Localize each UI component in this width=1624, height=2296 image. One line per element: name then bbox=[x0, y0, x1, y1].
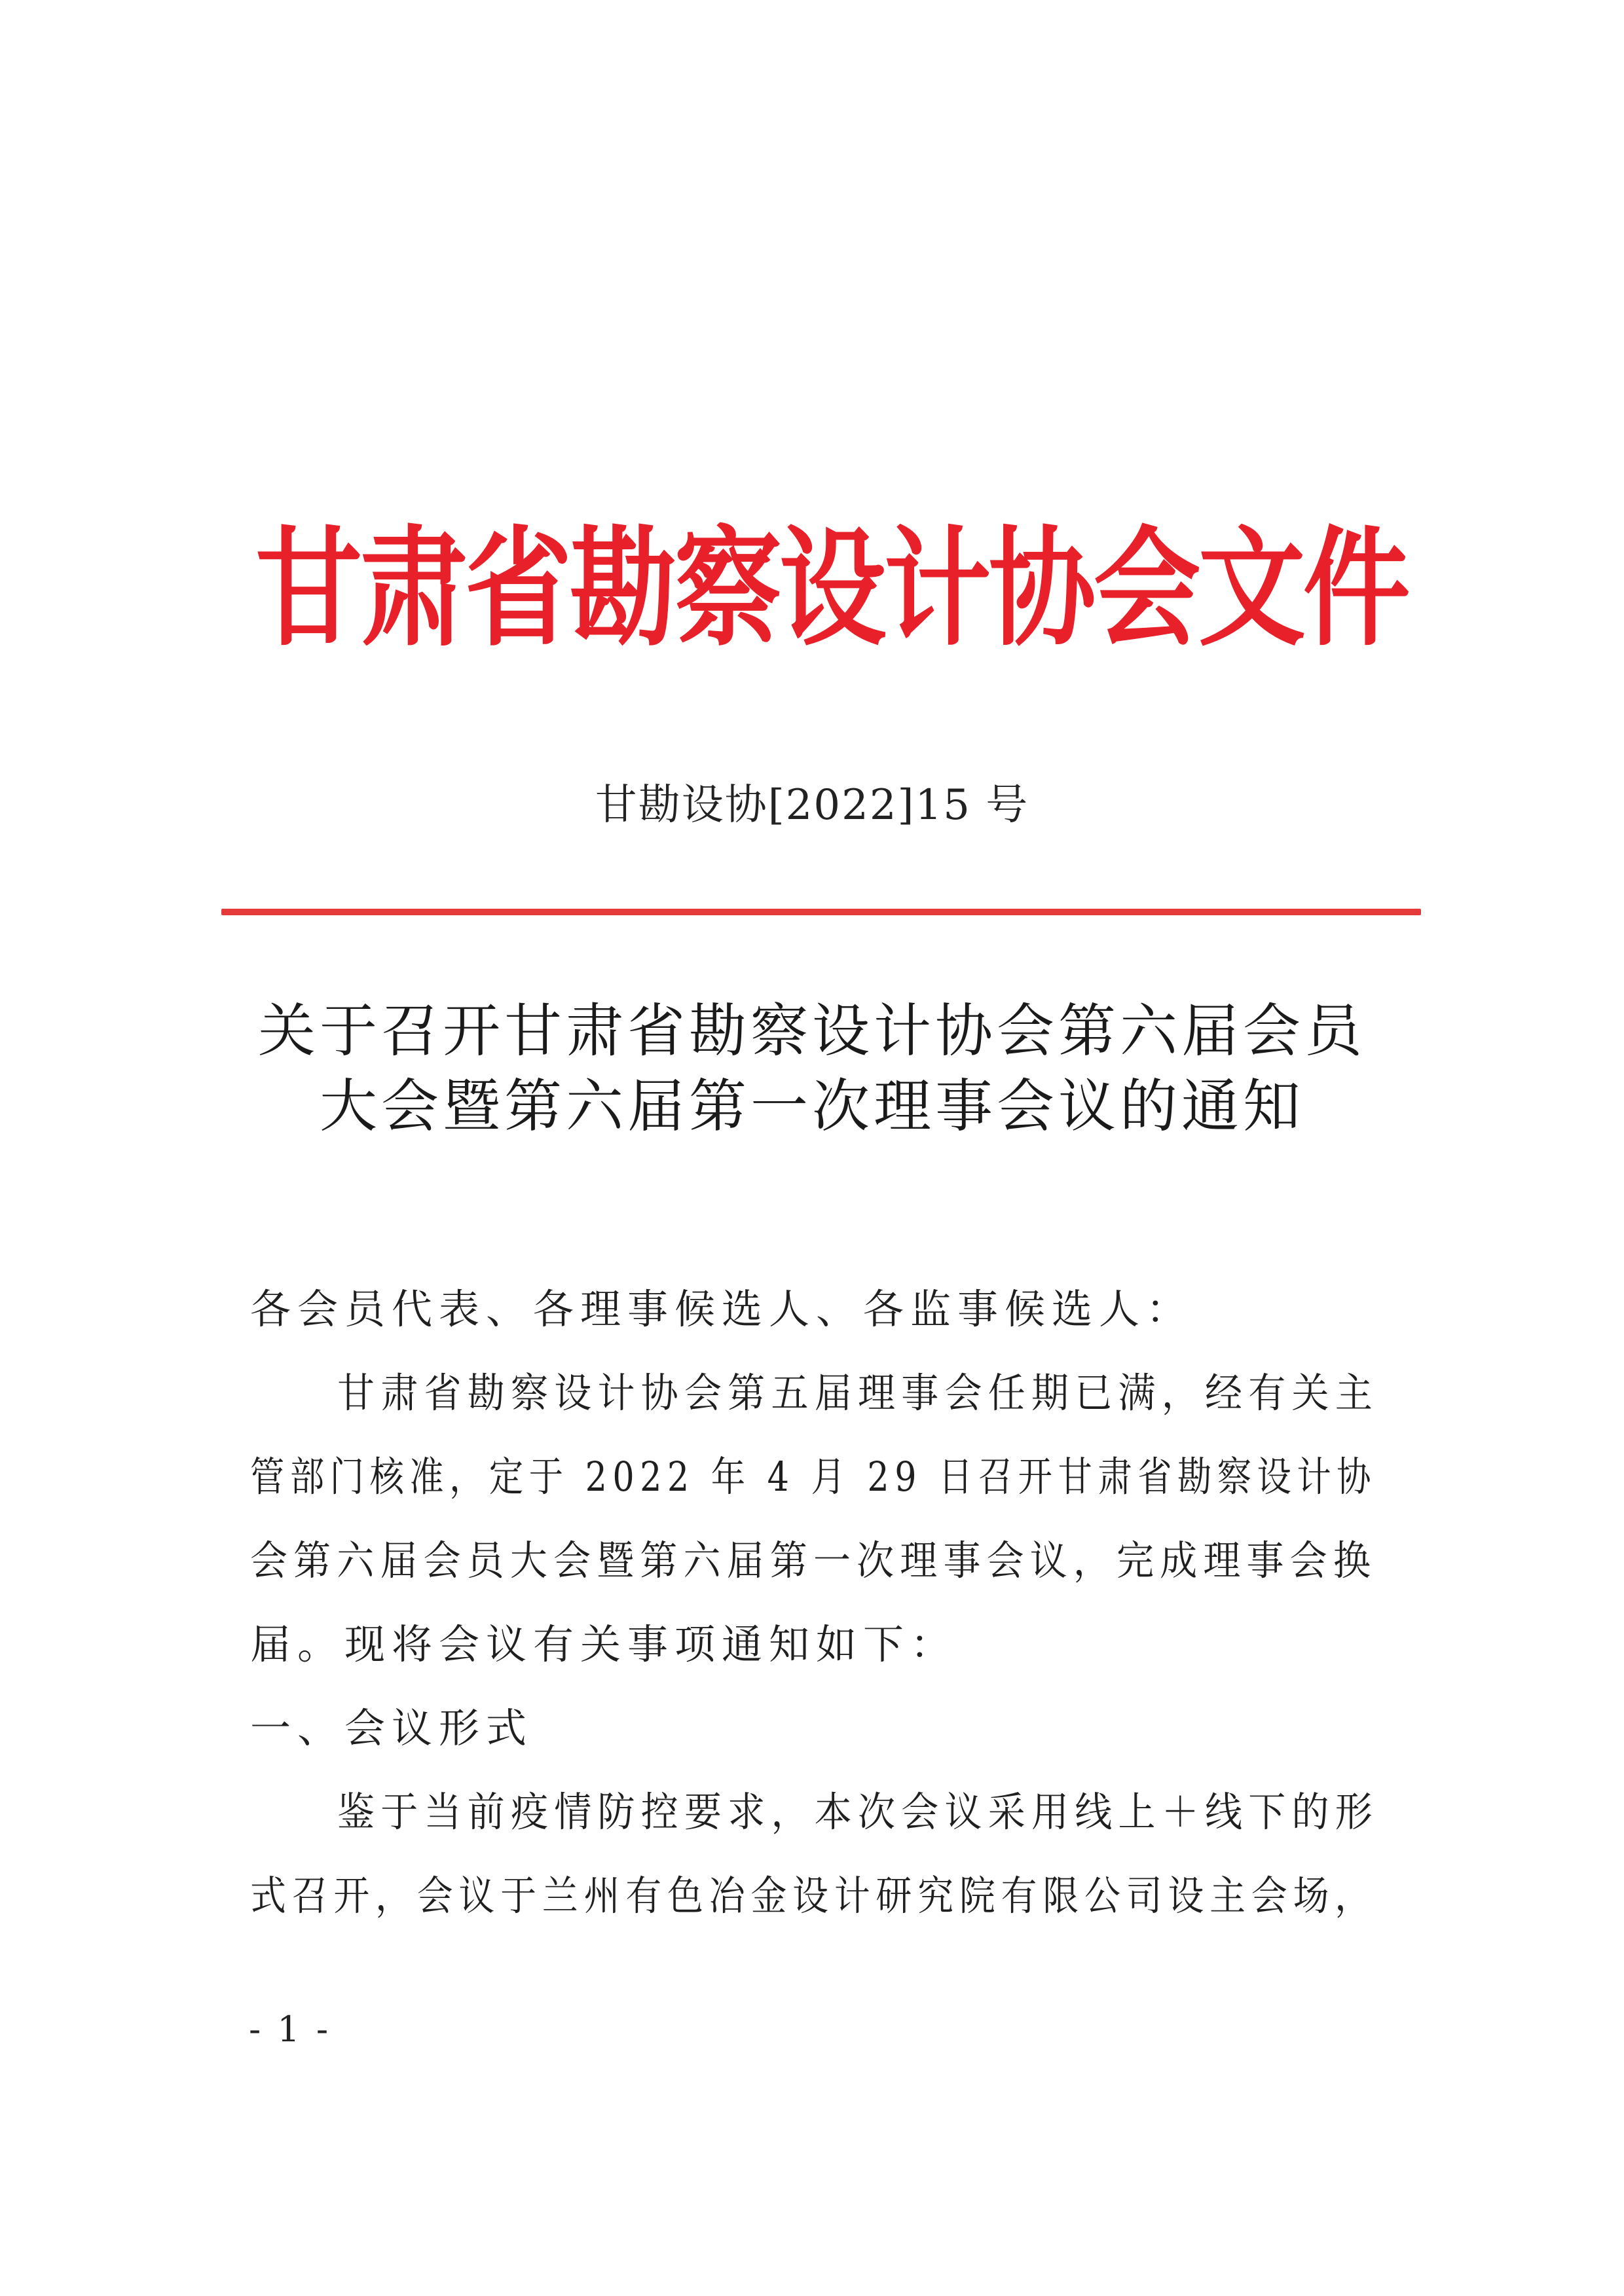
section-heading-1: 一、会议形式 bbox=[250, 1704, 534, 1752]
masthead-title: 甘肃省勘察设计协会文件 bbox=[255, 515, 1408, 664]
page-number: - 1 - bbox=[249, 2009, 331, 2050]
notice-title-line-2: 大会暨第六届第一次理事会议的通知 bbox=[319, 1072, 1304, 1140]
document-number: 甘勘设协[2022]15 号 bbox=[595, 781, 1029, 829]
salutation: 各会员代表、各理事候选人、各监事候选人： bbox=[250, 1285, 1194, 1333]
paragraph-1-line-2: 管部门核准，定于 2022 年 4 月 29 日召开甘肃省勘察设计协 bbox=[250, 1453, 1376, 1501]
paragraph-1-line-3: 会第六届会员大会暨第六届第一次理事会议，完成理事会换 bbox=[250, 1537, 1376, 1584]
notice-title-line-1: 关于召开甘肃省勘察设计协会第六届会员 bbox=[257, 997, 1366, 1065]
paragraph-1-line-1: 甘肃省勘察设计协会第五届理事会任期已满，经有关主 bbox=[337, 1369, 1378, 1417]
paragraph-2-line-1: 鉴于当前疫情防控要求，本次会议采用线上＋线下的形 bbox=[337, 1788, 1378, 1836]
paragraph-1-line-4: 届。现将会议有关事项通知如下： bbox=[250, 1620, 958, 1668]
paragraph-2-line-2: 式召开，会议于兰州有色冶金设计研究院有限公司设主会场， bbox=[250, 1872, 1376, 1920]
red-separator-rule bbox=[221, 909, 1421, 915]
